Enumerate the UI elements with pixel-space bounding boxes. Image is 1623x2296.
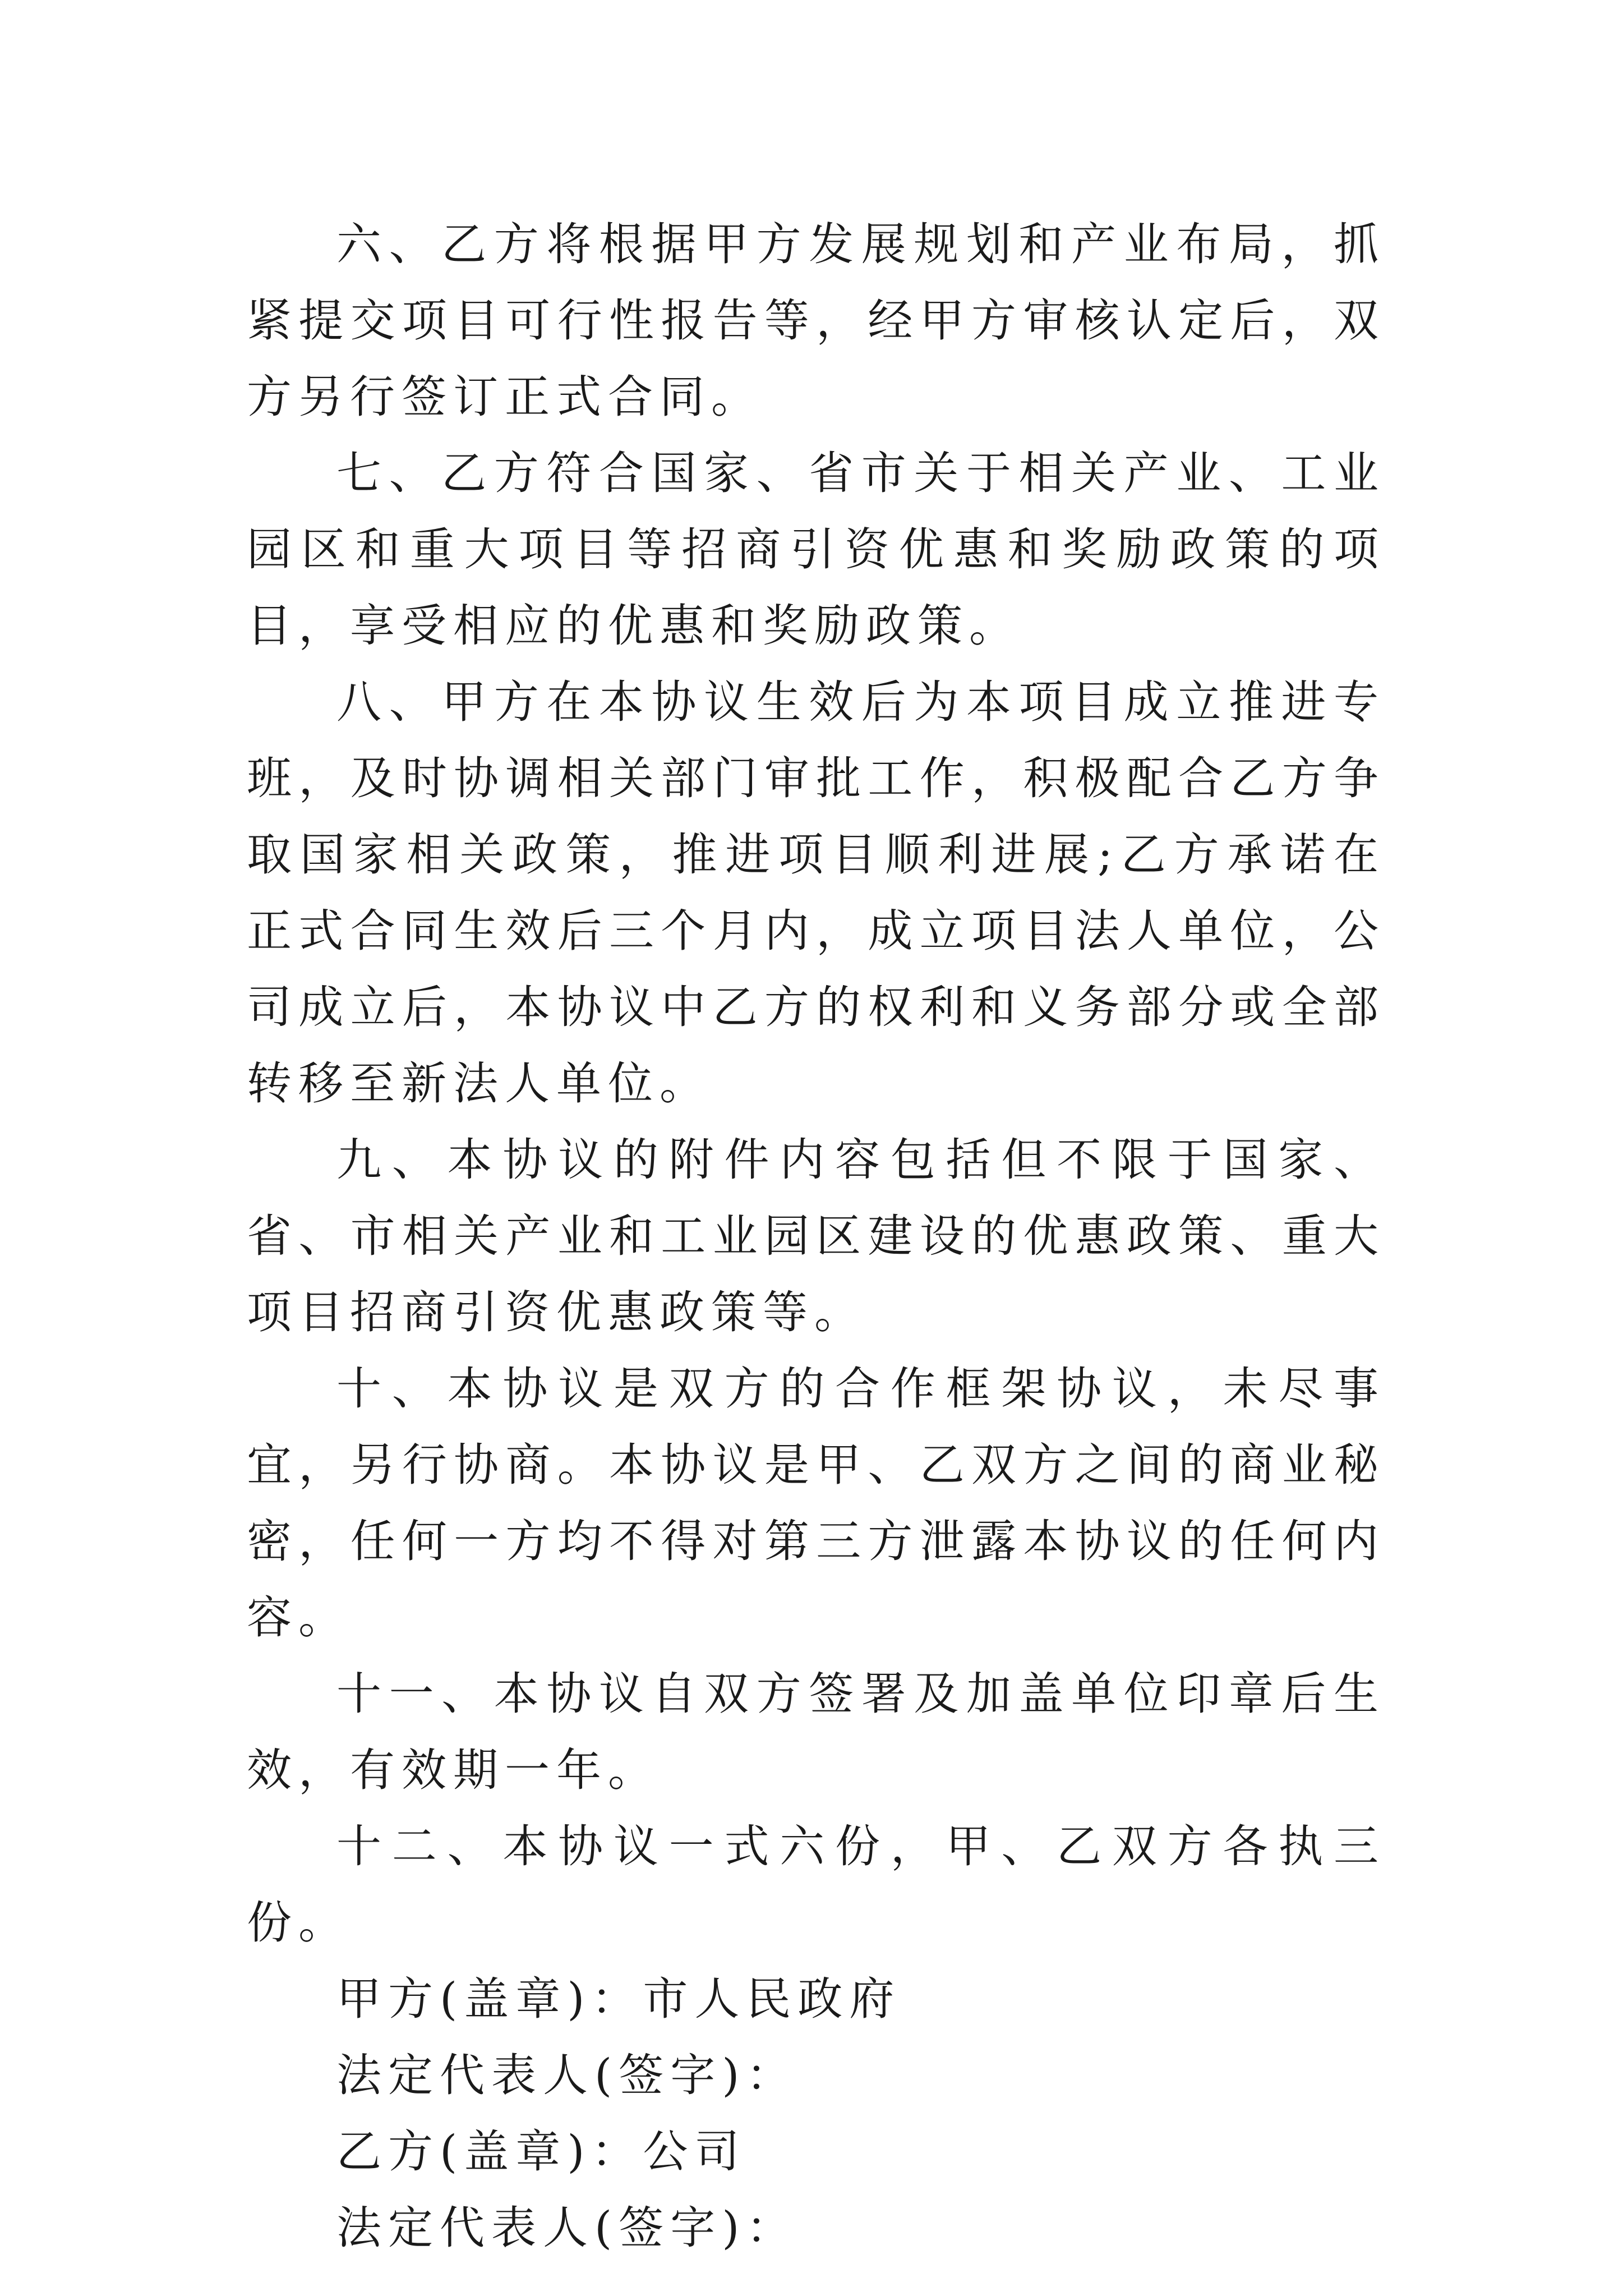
clause-12: 十二、本协议一式六份，甲、乙双方各执三份。 [247,1820,1385,1949]
party-b-seal-line: 乙方(盖章)：公司 [336,2125,746,2178]
clause-9: 九、本协议的附件内容包括但不限于国家、省、市相关产业和工业园区建设的优惠政策、重大项目招商引资优惠政策等。 [247,1134,1385,1338]
party-b-representative-line: 法定代表人(签字)： [336,2202,798,2254]
clause-11: 十一、本协议自双方签署及加盖单位印章后生效，有效期一年。 [247,1668,1385,1796]
clause-7: 七、乙方符合国家、省市关于相关产业、工业园区和重大项目等招商引资优惠和奖励政策的项目，享受相应的优惠和奖励政策。 [247,447,1385,652]
party-a-representative-line: 法定代表人(签字)： [336,2049,798,2101]
clause-10: 十、本协议是双方的合作框架协议，未尽事宜，另行协商。本协议是甲、乙双方之间的商业秘密，任何一方均不得对第三方泄露本协议的任何内容。 [247,1363,1385,1644]
party-a-seal-line: 甲方(盖章)：市人民政府 [336,1973,901,2025]
clause-6: 六、乙方将根据甲方发展规划和产业布局，抓紧提交项目可行性报告等，经甲方审核认定后，双方另行签订正式合同。 [247,218,1385,423]
document-body [247,206,1385,2266]
clause-8: 八、甲方在本协议生效后为本项目成立推进专班，及时协调相关部门审批工作，积极配合乙方争取国家相关政策，推进项目顺利进展;乙方承诺在正式合同生效后三个月内，成立项目法人单位，公司成立后，本协议中乙方的权利和义务部分或全部转移至新法人单位。 [247,676,1385,1110]
